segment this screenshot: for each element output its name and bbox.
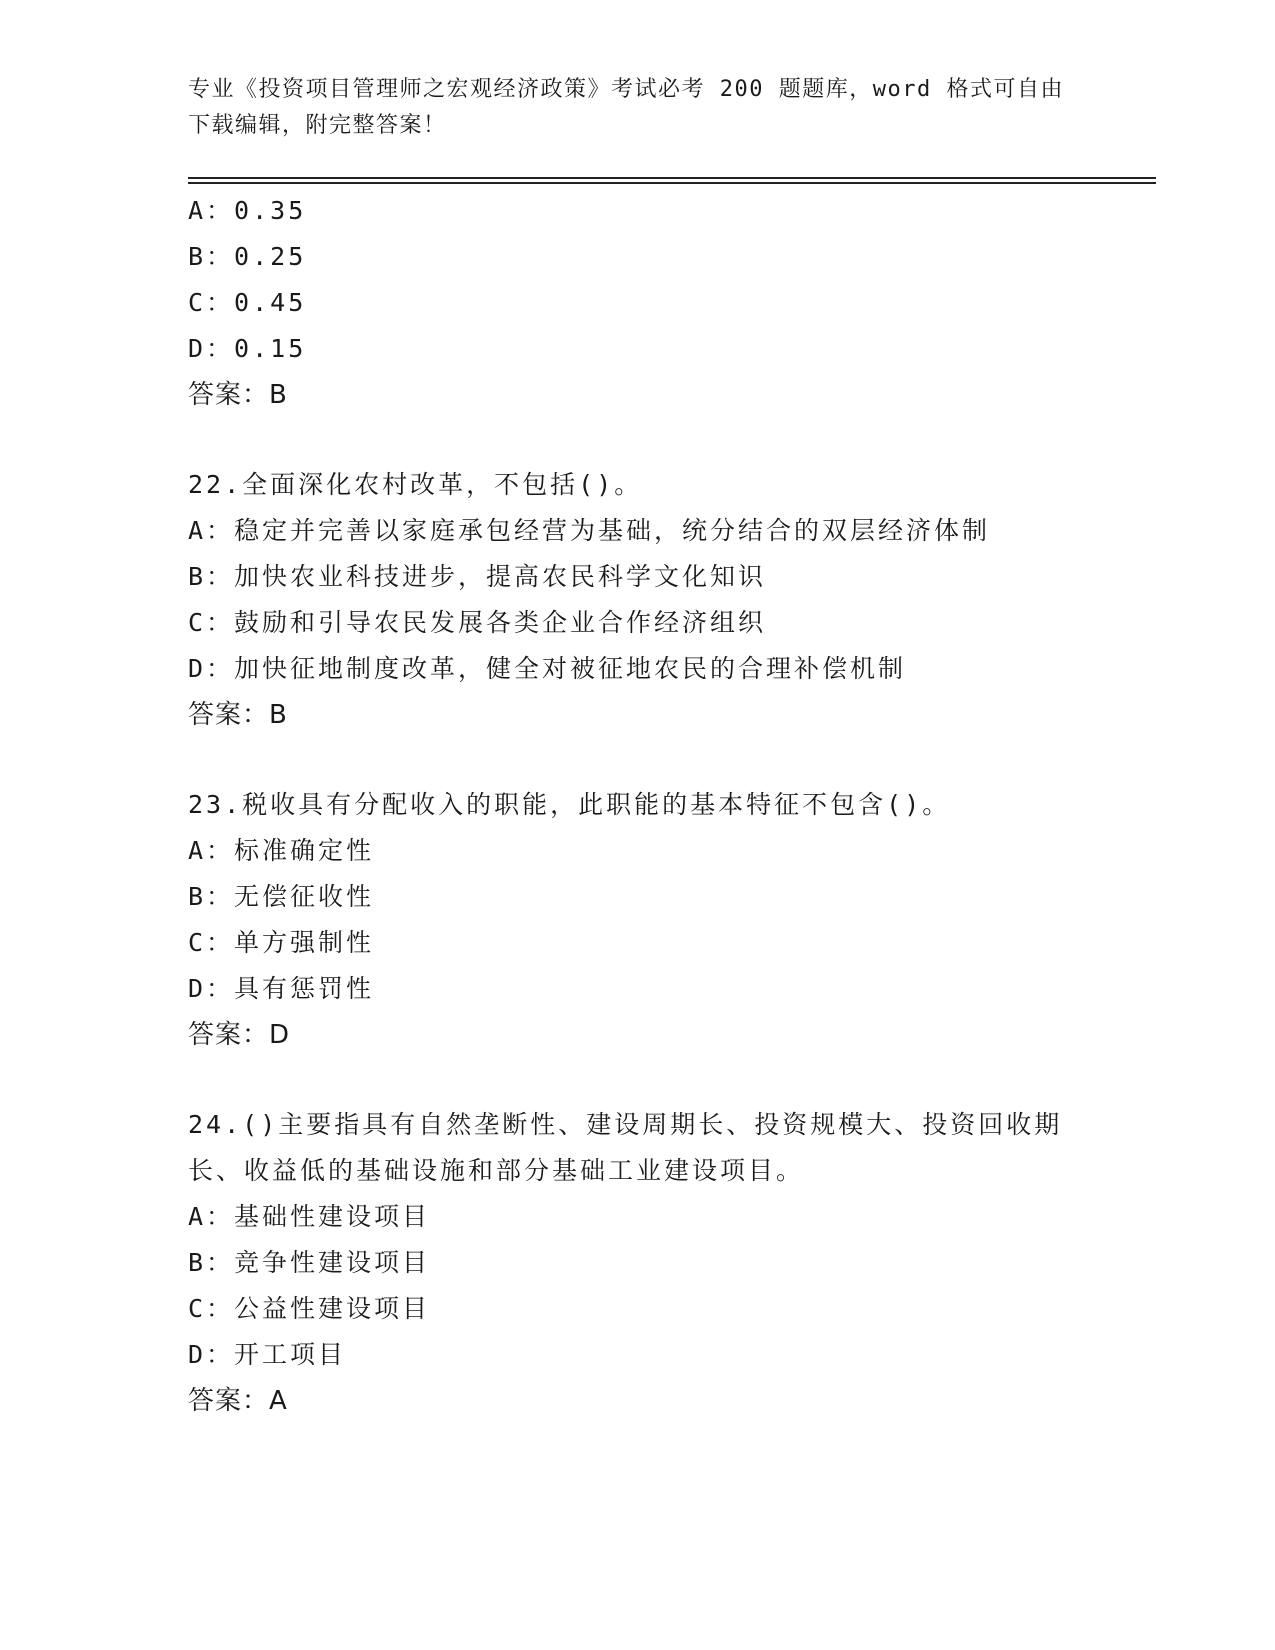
header-line-2: 下载编辑，附完整答案！	[188, 113, 447, 138]
question-stem: 22.全面深化农村改革，不包括()。	[188, 470, 643, 499]
question-21	[188, 188, 1148, 418]
question-22	[188, 462, 1148, 738]
option-d: D：开工项目	[188, 1340, 347, 1369]
document-header	[188, 72, 1088, 144]
answer: 答案：A	[188, 1386, 288, 1416]
spacer	[188, 418, 1148, 462]
header-rule-top	[188, 177, 1156, 179]
header-rule-bottom	[188, 182, 1156, 184]
option-a: A：基础性建设项目	[188, 1202, 431, 1231]
question-stem-line-1: 24.()主要指具有自然垄断性、建设周期长、投资规模大、投资回收期	[188, 1110, 1063, 1139]
question-23	[188, 782, 1148, 1058]
option-d: D：0.15	[188, 334, 307, 363]
question-stem-line-2: 长、收益低的基础设施和部分基础工业建设项目。	[188, 1156, 805, 1185]
option-c: C：鼓励和引导农民发展各类企业合作经济组织	[188, 608, 767, 637]
option-a: A：0.35	[188, 196, 307, 225]
spacer	[188, 1058, 1148, 1102]
answer: 答案：B	[188, 700, 288, 730]
option-a: A：标准确定性	[188, 836, 375, 865]
option-b: B：竞争性建设项目	[188, 1248, 431, 1277]
question-24	[188, 1102, 1148, 1424]
option-a: A：稳定并完善以家庭承包经营为基础，统分结合的双层经济体制	[188, 516, 991, 545]
question-stem: 23.税收具有分配收入的职能，此职能的基本特征不包含()。	[188, 790, 951, 819]
option-b: B：加快农业科技进步，提高农民科学文化知识	[188, 562, 767, 591]
option-d: D：加快征地制度改革，健全对被征地农民的合理补偿机制	[188, 654, 907, 683]
option-c: C：公益性建设项目	[188, 1294, 431, 1323]
option-b: B：无偿征收性	[188, 882, 375, 911]
answer: 答案：B	[188, 380, 288, 410]
question-list	[188, 188, 1148, 1424]
option-c: C：0.45	[188, 288, 307, 317]
option-d: D：具有惩罚性	[188, 974, 375, 1003]
header-line-1: 专业《投资项目管理师之宏观经济政策》考试必考 200 题题库，word 格式可自由	[188, 77, 1064, 102]
answer: 答案：D	[188, 1020, 291, 1050]
option-b: B：0.25	[188, 242, 307, 271]
option-c: C：单方强制性	[188, 928, 375, 957]
spacer	[188, 738, 1148, 782]
